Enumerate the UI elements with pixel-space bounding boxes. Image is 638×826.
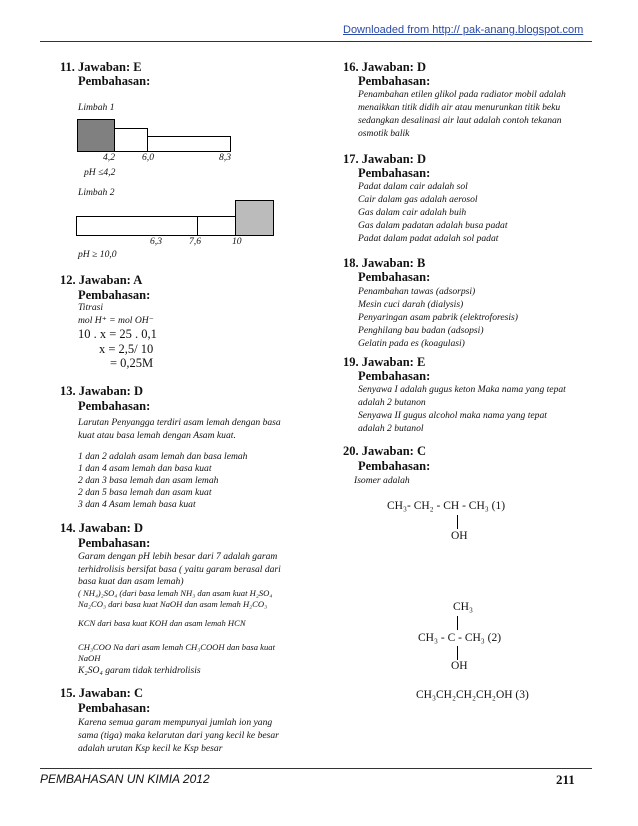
q14-line7: CH₃COO Na dari asam lemah CH₃COOH dan basa kuat — [78, 642, 275, 652]
q18-line: Gelatin pada es (koagulasi) — [358, 338, 465, 349]
q19-line: Senyawa II gugus alcohol maka nama yang tepat — [358, 410, 547, 421]
q16-line: osmotik balik — [358, 128, 410, 139]
q19-line: Senyawa I adalah gugus keton Maka nama yang tepat — [358, 384, 566, 395]
q11-heading: Pembahasan: — [78, 74, 151, 88]
structure-3: CH₃CH₂CH₂CH₂OH (3) — [416, 689, 529, 701]
q16-answer: 16. Jawaban: D — [343, 60, 426, 74]
q12-line3: 10 . x = 25 . 0,1 — [78, 327, 157, 341]
limbah1-ph: pH ≤4,2 — [84, 167, 116, 178]
q13-heading: Pembahasan: — [78, 399, 151, 413]
q16-line: Penambahan etilen glikol pada radiator mobil adalah — [358, 89, 566, 100]
q17-answer: 17. Jawaban: D — [343, 152, 426, 166]
q20-answer: 20. Jawaban: C — [343, 444, 426, 458]
footer-title: PEMBAHASAN UN KIMIA 2012 — [40, 772, 210, 786]
q13-item: 3 dan 4 Asam lemah basa kuat — [78, 499, 196, 510]
q20-isomer-label: Isomer adalah — [354, 475, 410, 486]
q11-answer: 11. Jawaban: E — [60, 60, 142, 74]
page-number: 211 — [556, 772, 575, 787]
structure-1-bond — [457, 515, 458, 529]
q17-heading: Pembahasan: — [358, 166, 431, 180]
q12-heading: Pembahasan: — [78, 288, 151, 302]
q19-heading: Pembahasan: — [358, 369, 431, 383]
q20-heading: Pembahasan: — [358, 459, 431, 473]
limbah2-label: Limbah 2 — [78, 187, 115, 198]
limbah1-label: Limbah 1 — [78, 102, 115, 113]
limbah2-tick-1: 6,3 — [150, 236, 162, 247]
q15-line: sama (tiga) maka kelarutan dari yang kecil ke besar — [78, 730, 279, 741]
header-divider — [40, 41, 592, 42]
q12-line1: Titrasi — [78, 302, 104, 313]
structure-2-oh: OH — [451, 660, 468, 672]
q14-line: terhidrolisis bersifat basa ( yaitu garam berasal dari — [78, 564, 281, 575]
q15-answer: 15. Jawaban: C — [60, 686, 143, 700]
q14-line: basa kuat dan asam lemah) — [78, 576, 184, 587]
q12-line2: mol H⁺ = mol OH⁻ — [78, 315, 154, 326]
q14-heading: Pembahasan: — [78, 536, 151, 550]
limbah2-seg-b — [76, 216, 198, 236]
q13-item: 2 dan 3 basa lemah dan asam lemah — [78, 475, 219, 486]
q13-item: 1 dan 4 asam lemah dan basa kuat — [78, 463, 212, 474]
q18-line: Penghilang bau badan (adsopsi) — [358, 325, 484, 336]
limbah1-tick-3: 8,3 — [219, 152, 231, 163]
q18-answer: 18. Jawaban: B — [343, 256, 426, 270]
q14-line8: NaOH — [78, 653, 101, 663]
q15-line: adalah urutan Ksp kecil ke Ksp besar — [78, 743, 223, 754]
q17-line: Gas dalam padatan adalah busa padat — [358, 220, 508, 231]
q12-line5: = 0,25M — [110, 356, 154, 370]
q13-item: 2 dan 5 basa lemah dan asam kuat — [78, 487, 212, 498]
q17-line: Cair dalam gas adalah aerosol — [358, 194, 478, 205]
structure-2-methyl: CH₃ — [453, 601, 473, 613]
q13-answer: 13. Jawaban: D — [60, 384, 143, 398]
limbah1-tick-2: 6,0 — [142, 152, 154, 163]
limbah2-ph: pH ≥ 10,0 — [78, 249, 117, 260]
q15-heading: Pembahasan: — [78, 701, 151, 715]
q18-line: Penyaringan asam pabrik (elektroforesis) — [358, 312, 518, 323]
q14-line5: Na₂CO₃ dari basa kuat NaOH dan asam lemah H₂CO₃ — [78, 599, 268, 609]
q14-line4: ( NH₄)₂SO₄ (dari basa lemah NH₃ dan asam kuat H₂SO₄ — [78, 588, 273, 598]
q14-line6: KCN dari basa kuat KOH dan asam lemah HCN — [78, 618, 246, 628]
structure-2-bond-bottom — [457, 646, 458, 660]
footer-divider — [40, 768, 592, 769]
q13-para2: kuat atau basa lemah dengan Asam kuat. — [78, 430, 236, 441]
limbah2-range-10 — [235, 200, 274, 236]
q12-line4: x = 2,5/ 10 — [99, 342, 154, 356]
structure-1-chain: CH₃- CH₂ - CH - CH₃ (1) — [387, 500, 506, 512]
q14-answer: 14. Jawaban: D — [60, 521, 143, 535]
q18-line: Penambahan tawas (adsorpsi) — [358, 286, 476, 297]
q18-heading: Pembahasan: — [358, 270, 431, 284]
limbah1-range-4-2 — [77, 119, 115, 152]
q16-line: menaikkan titik didih air atau menurunkan titik beku — [358, 102, 561, 113]
structure-2-bond-top — [457, 616, 458, 630]
q16-heading: Pembahasan: — [358, 74, 431, 88]
q12-answer: 12. Jawaban: A — [60, 273, 143, 287]
q17-line: Padat dalam padat adalah sol padat — [358, 233, 499, 244]
q14-line9: K₂SO₄ garam tidak terhidrolisis — [78, 665, 201, 676]
q13-para1: Larutan Penyangga terdiri asam lemah dengan basa — [78, 417, 281, 428]
limbah1-tick-1: 4,2 — [103, 152, 115, 163]
q17-line: Gas dalam cair adalah buih — [358, 207, 467, 218]
limbah2-tick-2: 7,6 — [189, 236, 201, 247]
q13-item: 1 dan 2 adalah asam lemah dan basa lemah — [78, 451, 248, 462]
structure-1-oh: OH — [451, 530, 468, 542]
q18-line: Mesin cuci darah (dialysis) — [358, 299, 464, 310]
structure-2-chain: CH₃ - C - CH₃ (2) — [418, 632, 502, 644]
q14-line: Garam dengan pH lebih besar dari 7 adalah garam — [78, 551, 278, 562]
q19-answer: 19. Jawaban: E — [343, 355, 426, 369]
q16-line: sedangkan desalinasi air laut adalah contoh tekanan — [358, 115, 562, 126]
q19-line: adalah 2 butanol — [358, 423, 424, 434]
limbah2-tick-3: 10 — [232, 236, 242, 247]
q19-line: adalah 2 butanon — [358, 397, 426, 408]
q15-line: Karena semua garam mempunyai jumlah ion yang — [78, 717, 273, 728]
source-link[interactable]: Downloaded from http:// pak-anang.blogspot.com — [343, 24, 584, 36]
q17-line: Padat dalam cair adalah sol — [358, 181, 468, 192]
